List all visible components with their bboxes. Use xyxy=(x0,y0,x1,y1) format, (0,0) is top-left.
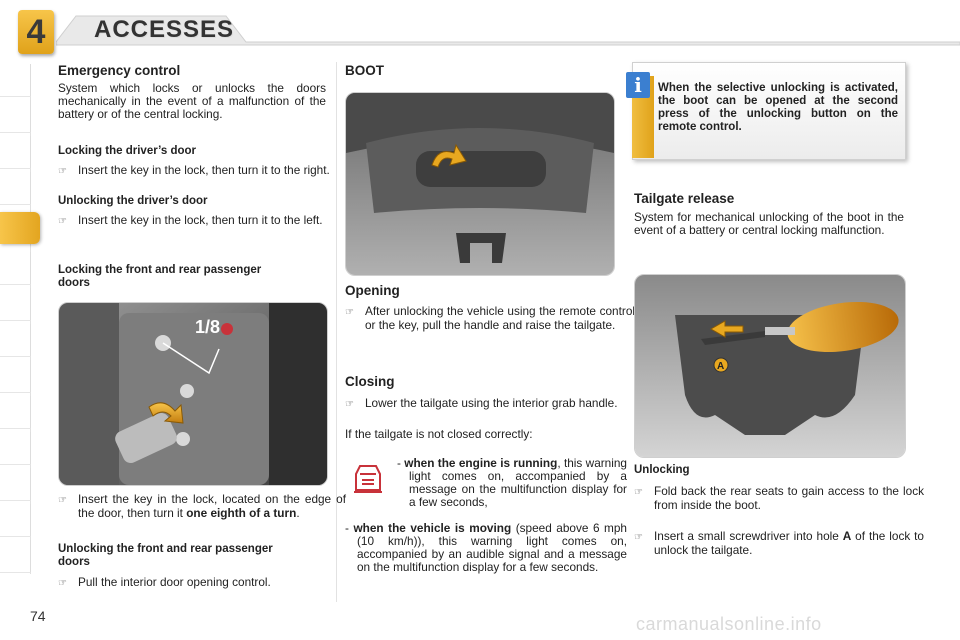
pointing-hand-icon: ☞ xyxy=(58,166,67,177)
vehicle-moving-note: - when the vehicle is moving (speed above 6 mph (10 km/h)), this warning light comes on, accompanied by an audible signal and a message on the multifunction display for a few seconds. xyxy=(345,521,627,574)
locking-rear-heading: Locking the front and rear passenger doors xyxy=(58,264,262,289)
unlocking-rear-heading: Unlocking the front and rear passenger doors xyxy=(58,543,273,568)
side-tab-3[interactable] xyxy=(0,136,44,168)
hole-a-label: A xyxy=(717,361,725,372)
opening-heading: Opening xyxy=(345,283,400,298)
side-tab-active[interactable] xyxy=(0,212,44,244)
side-tab-9[interactable] xyxy=(0,360,44,392)
locking-rear-step: ☞ Insert the key in the lock, located on the edge of the door, then turn it one eighth of a turn. xyxy=(58,492,346,520)
pointing-hand-icon: ☞ xyxy=(634,532,643,543)
pointing-hand-icon: ☞ xyxy=(345,399,354,410)
door-lock-photo xyxy=(58,302,328,486)
side-tab-14[interactable] xyxy=(0,540,44,572)
side-tab-8[interactable] xyxy=(0,324,44,356)
unlocking-rear-step: ☞ Pull the interior door opening control. xyxy=(58,575,271,589)
side-tab-11[interactable] xyxy=(0,432,44,464)
info-text: When the selective unlocking is activated, the boot can be opened at the second press of the unlocking button on the remote control. xyxy=(658,82,898,133)
unlocking-step-1: ☞ Fold back the rear seats to gain access to the lock from inside the boot. xyxy=(634,484,924,512)
unlocking-step-2: ☞ Insert a small screwdriver into hole A of the lock to unlock the tailgate. xyxy=(634,529,924,557)
side-tab-2[interactable] xyxy=(0,100,44,132)
closing-condition: If the tailgate is not closed correctly: xyxy=(345,427,533,441)
watermark: carmanualsonline.info xyxy=(636,614,822,634)
info-icon: i xyxy=(626,72,650,98)
side-tab-13[interactable] xyxy=(0,504,44,536)
chapter-title: ACCESSES xyxy=(94,16,235,43)
emergency-control-title: Emergency control xyxy=(58,63,181,78)
side-tab-10[interactable] xyxy=(0,396,44,428)
emergency-control-intro: System which locks or unlocks the doors mechanically in the event of a malfunction of the battery or of the central locking. xyxy=(58,81,326,121)
side-tab-6[interactable] xyxy=(0,252,44,284)
unlocking-heading: Unlocking xyxy=(634,464,690,476)
chapter-number-badge: 4 xyxy=(18,10,54,54)
locking-driver-step: ☞ Insert the key in the lock, then turn it to the right. xyxy=(58,163,330,177)
unlocking-driver-heading: Unlocking the driver’s door xyxy=(58,195,208,207)
locking-driver-heading: Locking the driver’s door xyxy=(58,145,197,157)
closing-step: ☞ Lower the tailgate using the interior grab handle. xyxy=(345,396,618,410)
unlocking-driver-step: ☞ Insert the key in the lock, then turn it to the left. xyxy=(58,213,323,227)
pointing-hand-icon: ☞ xyxy=(58,578,67,589)
side-tab-1[interactable] xyxy=(0,64,44,96)
side-tab-4[interactable] xyxy=(0,172,44,204)
boot-handle-photo xyxy=(345,92,615,276)
side-tab-12[interactable] xyxy=(0,468,44,500)
tailgate-release-heading: Tailgate release xyxy=(634,191,735,206)
pointing-hand-icon: ☞ xyxy=(345,307,354,318)
pointing-hand-icon: ☞ xyxy=(58,495,67,506)
side-tab-7[interactable] xyxy=(0,288,44,320)
engine-running-note: - when the engine is running, this warning light comes on, accompanied by a message on the multifunction display for a few seconds, xyxy=(397,456,627,509)
closing-heading: Closing xyxy=(345,374,395,389)
boot-title: BOOT xyxy=(345,63,384,78)
pointing-hand-icon: ☞ xyxy=(58,216,67,227)
column-divider xyxy=(336,62,337,602)
page-number: 74 xyxy=(30,608,46,624)
tailgate-lock-photo xyxy=(634,274,906,458)
opening-step: ☞ After unlocking the vehicle using the remote control or the key, pull the handle and raise the tailgate. xyxy=(345,304,635,332)
boot-open-warning-icon xyxy=(348,458,388,498)
pointing-hand-icon: ☞ xyxy=(634,487,643,498)
one-eighth-label: 1/8 xyxy=(195,317,221,337)
tailgate-release-text: System for mechanical unlocking of the boot in the event of a battery or central locking malfunction. xyxy=(634,210,904,237)
